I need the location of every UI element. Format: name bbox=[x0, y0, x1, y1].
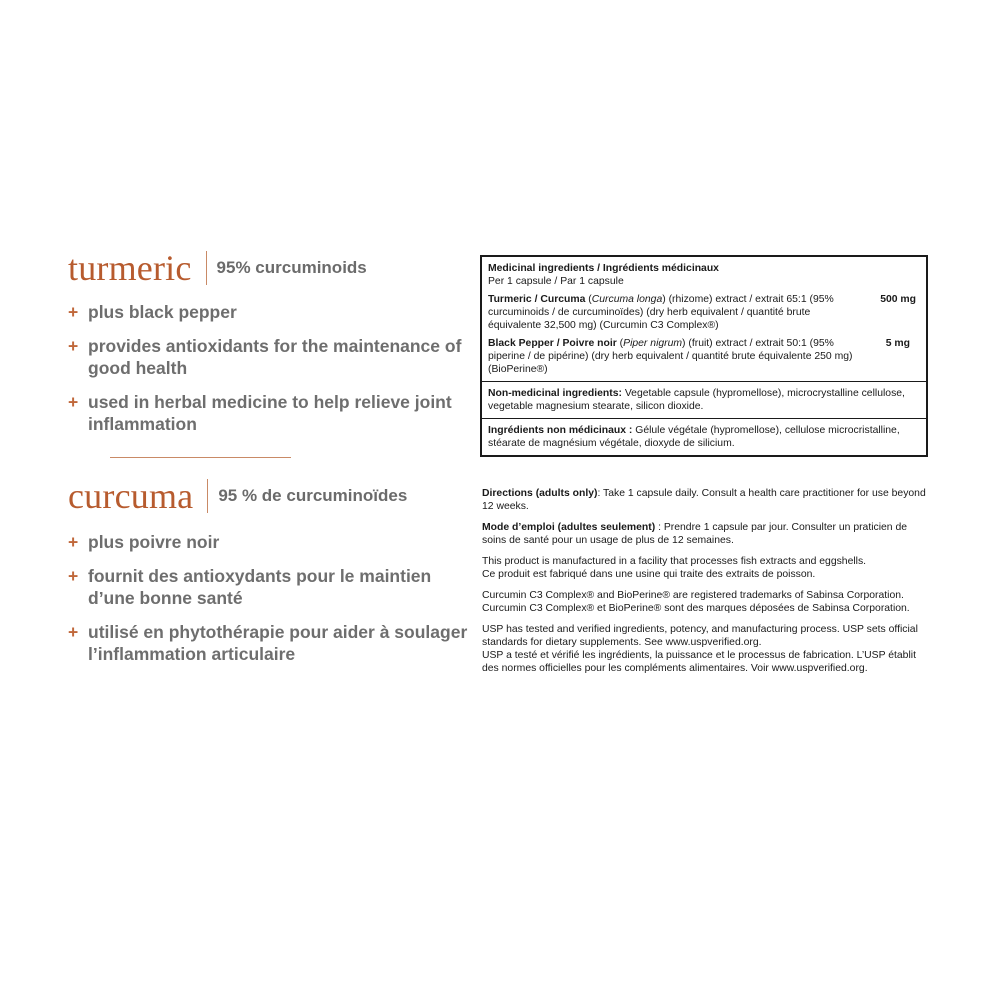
brand-curcuma: curcuma bbox=[68, 476, 194, 516]
facility-notice: This product is manufactured in a facility that processes fish extracts and eggshells. Ce produit est fabriqué dans une usine qui traite des extraits de poisson. bbox=[482, 556, 867, 580]
product-info bbox=[482, 487, 932, 683]
heading-separator bbox=[207, 479, 208, 513]
ingredient-name: Turmeric / Curcuma bbox=[488, 294, 586, 305]
french-heading bbox=[68, 478, 407, 514]
list-item: + utilisé en phytothérapie pour aider à soulager l’inflammation articulaire bbox=[68, 622, 468, 664]
plus-icon: + bbox=[68, 392, 79, 412]
plus-icon: + bbox=[68, 302, 79, 322]
brand-turmeric: turmeric bbox=[68, 248, 192, 288]
english-subtitle: 95% curcuminoids bbox=[216, 258, 367, 277]
list-item: + used in herbal medicine to help relieve joint inflammation bbox=[68, 392, 452, 434]
latin-name: Curcuma longa bbox=[591, 294, 663, 305]
language-divider bbox=[110, 457, 291, 458]
heading-separator bbox=[206, 251, 207, 285]
usp-notice: USP has tested and verified ingredients, potency, and manufacturing process. USP sets official standards for dietary supplements. See www.uspverified.org. USP a testé et vérifié les ingrédients, la puissance et le processus de fabrication. L’USP établit des normes officielles pour les compléments alimentaires. Voir www.uspverified.org. bbox=[482, 624, 918, 674]
french-benefits-list bbox=[68, 531, 468, 677]
list-item: + plus black pepper bbox=[68, 302, 237, 322]
ingredient-name: Black Pepper / Poivre noir bbox=[488, 338, 617, 349]
english-heading bbox=[68, 250, 367, 286]
list-item: + fournit des antioxydants pour le maintien d’une bonne santé bbox=[68, 566, 432, 608]
latin-name: Piper nigrum bbox=[623, 338, 683, 349]
serving-size: Per 1 capsule / Par 1 capsule bbox=[488, 276, 624, 287]
medicinal-heading: Medicinal ingredients / Ingrédients médicinaux bbox=[488, 263, 719, 274]
directions-en: Directions (adults only): Take 1 capsule daily. Consult a health care practitioner for use beyond 12 weeks. bbox=[482, 488, 926, 512]
ingredient-amount: 500 mg bbox=[880, 294, 916, 305]
french-subtitle: 95 % de curcuminoïdes bbox=[218, 486, 408, 505]
ingredient-amount: 5 mg bbox=[885, 338, 910, 349]
english-benefits-list bbox=[68, 301, 468, 447]
ingredient-row: Turmeric / Curcuma (Curcuma longa) (rhizome) extract / extrait 65:1 (95% curcuminoids / de curcuminoïdes) (dry herb equivalent / quantité brute équivalente 32,500 mg) (Curcumin C3 Complex®) 500 mg bbox=[488, 293, 920, 332]
ingredients-panel bbox=[480, 255, 928, 457]
ingredient-row: Black Pepper / Poivre noir (Piper nigrum) (fruit) extract / extrait 50:1 (95% piperine / de pipérine) (dry herb equivalent / quantité brute équivalente 250 mg) (BioPerine®) 5 mg bbox=[488, 337, 920, 376]
medicinal-section bbox=[482, 257, 926, 381]
list-item: + plus poivre noir bbox=[68, 532, 220, 552]
plus-icon: + bbox=[68, 566, 79, 586]
directions-fr: Mode d’emploi (adultes seulement) : Prendre 1 capsule par jour. Consulter un praticien de soins de santé pour un usage de plus de 12 semaines. bbox=[482, 522, 908, 546]
trademark-notice: Curcumin C3 Complex® and BioPerine® are registered trademarks of Sabinsa Corporation. Curcumin C3 Complex® et BioPerine® sont des marques déposées de Sabinsa Corporation. bbox=[482, 590, 910, 614]
plus-icon: + bbox=[68, 622, 79, 642]
non-medicinal-en: Non-medicinal ingredients: Vegetable capsule (hypromellose), microcrystalline cellulose, vegetable magnesium stearate, silicon dioxide. bbox=[482, 381, 926, 418]
non-medicinal-fr: Ingrédients non médicinaux : Gélule végétale (hypromellose), cellulose microcristalline, stéarate de magnésium végétale, dioxyde de silicium. bbox=[482, 418, 926, 455]
plus-icon: + bbox=[68, 336, 79, 356]
list-item: + provides antioxidants for the maintenance of good health bbox=[68, 336, 462, 378]
plus-icon: + bbox=[68, 532, 79, 552]
